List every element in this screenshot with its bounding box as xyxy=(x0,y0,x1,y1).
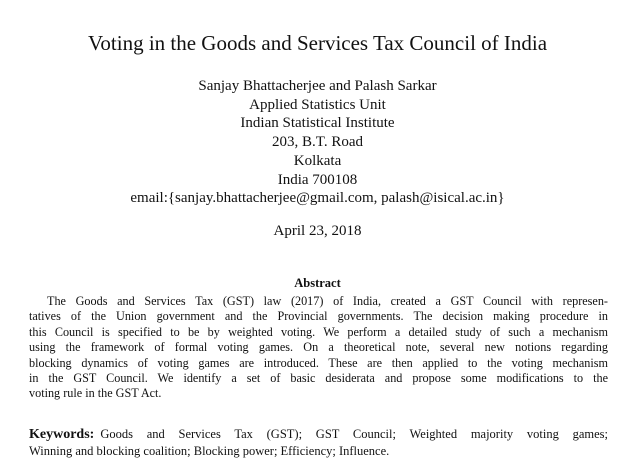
keywords-text: Goods and Services Tax (GST); GST Council; Weighted majority voting games; xyxy=(100,427,608,441)
abstract-line: blocking dynamics of voting games are introduced. These are then applied to the voting mechanism xyxy=(29,355,608,370)
abstract-heading: Abstract xyxy=(294,276,341,290)
keywords-line: Winning and blocking coalition; Blocking power; Efficiency; Influence. xyxy=(29,444,390,458)
abstract-line: using the framework of formal voting games. On a theoretical note, several new notions regarding xyxy=(29,340,608,355)
address-country: India 700108 xyxy=(277,171,358,188)
keywords-block xyxy=(29,426,608,459)
abstract-line: this Council is specified to be by weighted voting. We perform a detailed study of such a mechanism xyxy=(29,324,608,339)
author-names: Sanjay Bhattacherjee and Palash Sarkar xyxy=(198,78,437,94)
author-email: email:{sanjay.bhattacherjee@gmail.com, palash@isical.ac.in} xyxy=(130,190,505,207)
abstract-body xyxy=(29,294,608,402)
address-street: 203, B.T. Road xyxy=(272,134,363,151)
abstract-line: tatives of the Union government and the Provincial governments. The decision making procedure in xyxy=(29,309,608,324)
affiliation-unit: Applied Statistics Unit xyxy=(249,96,386,113)
abstract-line: voting rule in the GST Act. xyxy=(29,386,162,401)
address-city: Kolkata xyxy=(293,152,342,169)
paper-title: Voting in the Goods and Services Tax Council of India xyxy=(87,31,548,55)
paper-date: April 23, 2018 xyxy=(273,223,362,239)
abstract-line: in the GST Council. We identify a set of basic desiderata and propose some modifications to the xyxy=(29,371,608,386)
keywords-label: Keywords: xyxy=(29,427,95,442)
keywords-line xyxy=(29,426,608,443)
affiliation-institute: Indian Statistical Institute xyxy=(240,115,395,132)
author-block xyxy=(0,77,635,208)
abstract-line: The Goods and Services Tax (GST) law (2017) of India, created a GST Council with represen- xyxy=(47,294,608,308)
